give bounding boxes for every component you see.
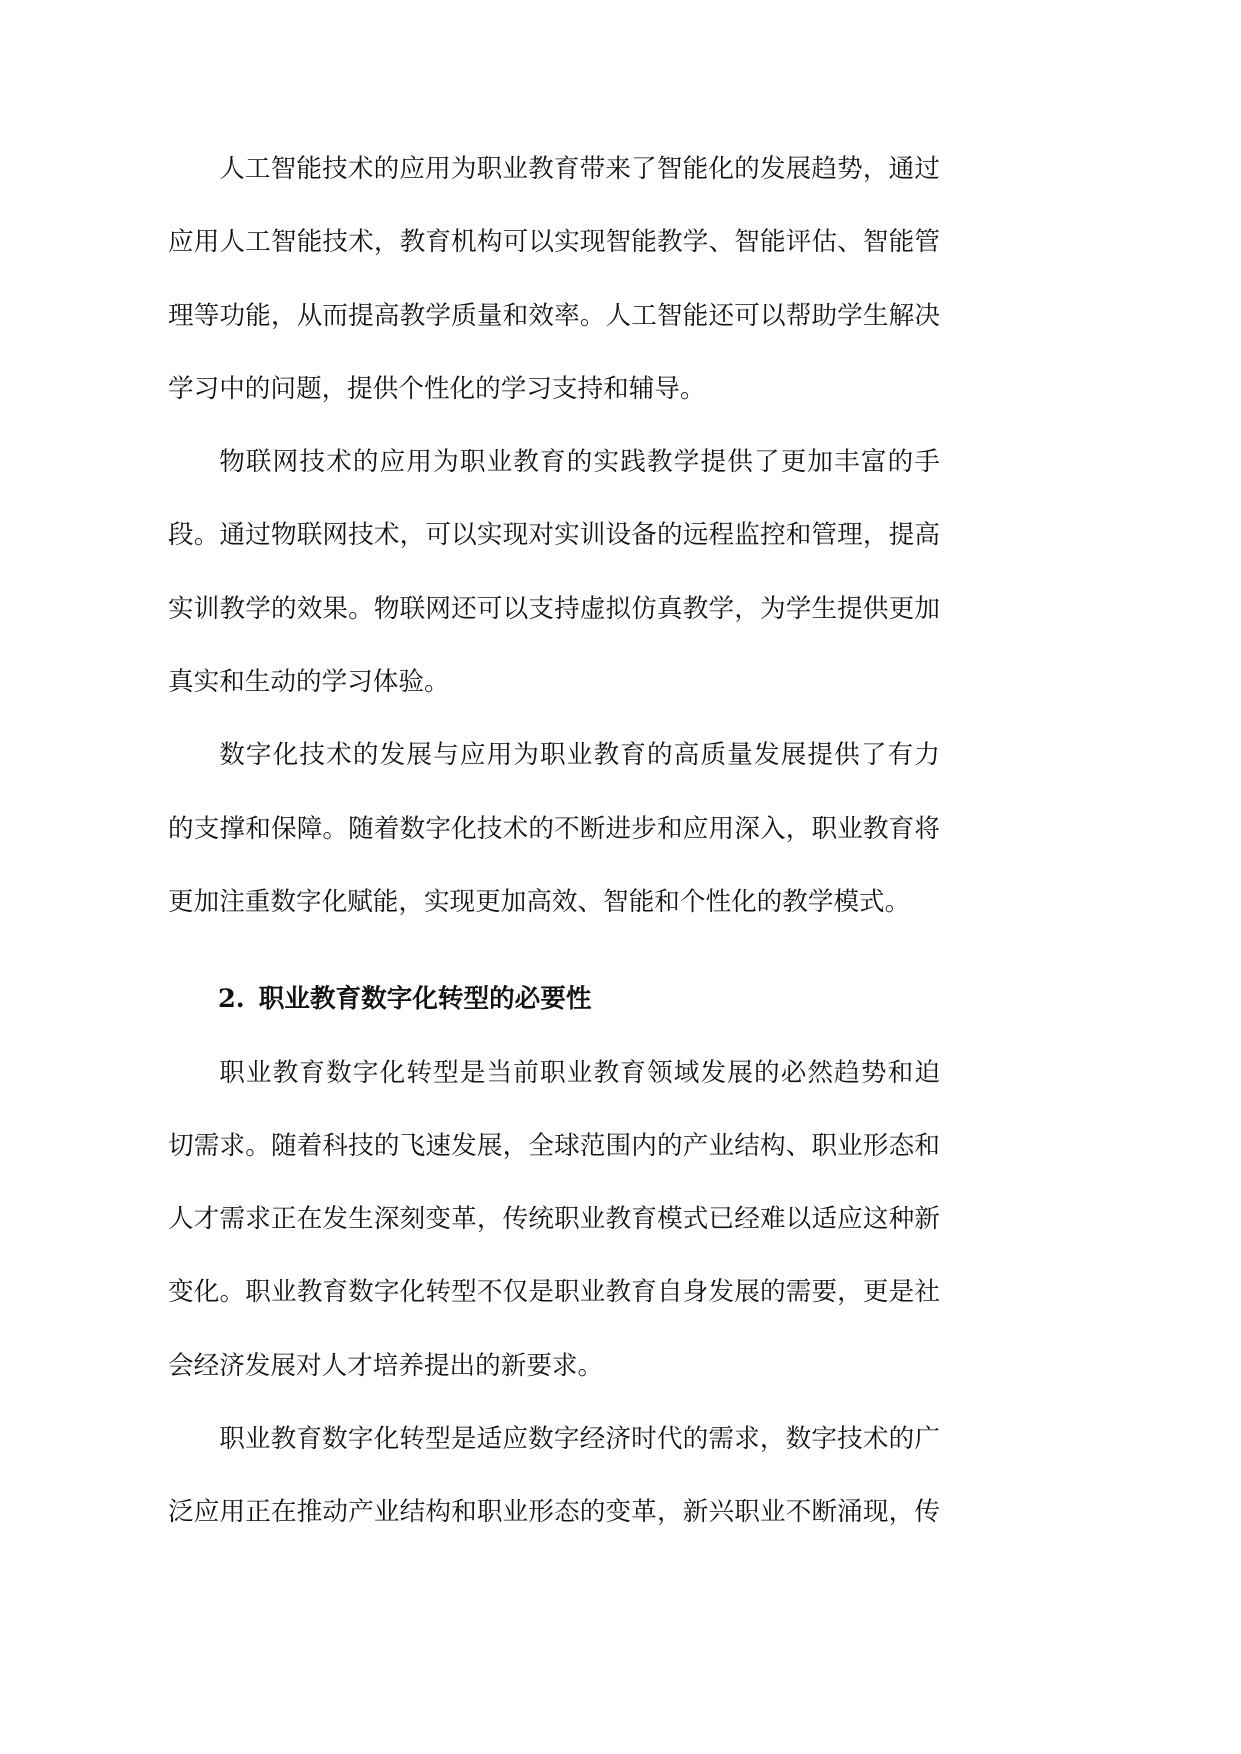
text-line: 应用人工智能技术，教育机构可以实现智能教学、智能评估、智能管 (168, 227, 940, 258)
paragraph (168, 133, 940, 426)
text-line: 会经济发展对人才培养提出的新要求。 (168, 1350, 604, 1381)
paragraph (168, 1403, 940, 1550)
text-line: 物联网技术的应用为职业教育的实践教学提供了更加丰富的手 (219, 447, 940, 478)
text-line: 切需求。随着科技的飞速发展，全球范围内的产业结构、职业形态和 (168, 1130, 940, 1161)
text-line: 人才需求正在发生深刻变革，传统职业教育模式已经难以适应这种新 (168, 1204, 940, 1235)
paragraph (168, 426, 940, 719)
text-line: 实训教学的效果。物联网还可以支持虚拟仿真教学，为学生提供更加 (168, 593, 940, 624)
text-line: 职业教育数字化转型是当前职业教育领域发展的必然趋势和迫 (219, 1057, 940, 1088)
text-line: 职业教育数字化转型是适应数字经济时代的需求，数字技术的广 (219, 1424, 940, 1455)
text-line: 泛应用正在推动产业结构和职业形态的变革，新兴职业不断涌现，传 (168, 1497, 940, 1528)
text-line: 理等功能，从而提高教学质量和效率。人工智能还可以帮助学生解决 (168, 300, 940, 331)
document-body (168, 133, 940, 1550)
text-line: 段。通过物联网技术，可以实现对实训设备的远程监控和管理，提高 (168, 520, 940, 551)
paragraph (168, 719, 940, 939)
text-line: 数字化技术的发展与应用为职业教育的高质量发展提供了有力 (219, 740, 940, 771)
text-line: 变化。职业教育数字化转型不仅是职业教育自身发展的需要，更是社 (168, 1277, 940, 1308)
text-line: 人工智能技术的应用为职业教育带来了智能化的发展趋势，通过 (219, 154, 940, 184)
text-line: 真实和生动的学习体验。 (168, 667, 450, 698)
section-title: 职业教育数字化转型的必要性 (258, 984, 592, 1015)
section-heading (168, 963, 940, 1036)
paragraph (168, 1037, 940, 1403)
text-line: 学习中的问题，提供个性化的学习支持和辅导。 (168, 373, 706, 404)
section-number: 2. (218, 984, 245, 1015)
text-line: 的支撑和保障。随着数字化技术的不断进步和应用深入，职业教育将 (168, 813, 940, 844)
text-line: 更加注重数字化赋能，实现更加高效、智能和个性化的教学模式。 (168, 886, 911, 917)
